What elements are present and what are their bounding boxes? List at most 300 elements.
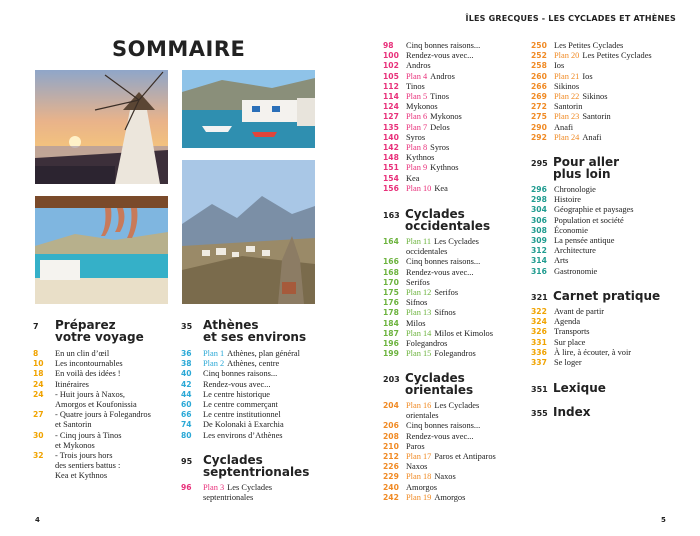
toc-entry — [383, 143, 523, 153]
section-title-line2: occidentales — [405, 219, 491, 233]
toc-page-number: 166 — [383, 257, 399, 267]
toc-entry — [383, 339, 523, 349]
toc-entry — [531, 112, 681, 122]
toc-entry-text: Histoire — [554, 195, 581, 205]
toc-entry-text: Les Petites Cyclades — [554, 41, 624, 50]
toc-entry — [181, 410, 321, 420]
toc-page-number: 24 — [33, 389, 44, 399]
section-number: 163 — [383, 211, 400, 220]
toc-entry-text: En voilà des idées ! — [55, 369, 121, 379]
section-title-line1: Cyclades — [203, 453, 263, 467]
toc-page-number: 331 — [531, 337, 547, 347]
toc-page-number: 10 — [33, 359, 44, 369]
toc-entry-text: Ios — [554, 61, 565, 71]
toc-page-number: 38 — [181, 359, 192, 369]
toc-page-number: 32 — [33, 451, 44, 461]
toc-entry — [383, 308, 523, 318]
toc-page-number: 30 — [33, 430, 44, 440]
toc-entry — [383, 133, 523, 143]
toc-entry-text: Naxos — [434, 472, 456, 482]
section-number: 95 — [181, 457, 193, 466]
toc-entry-text: Les incontournables — [55, 359, 123, 369]
toc-page-number: 208 — [383, 431, 399, 441]
toc-entry-text: Milos — [406, 318, 426, 328]
toc-entry-text: Folegandros — [406, 339, 448, 349]
section-title-line2: orientales — [405, 383, 474, 397]
toc-entry — [33, 400, 173, 410]
toc-entry — [383, 237, 523, 247]
toc-entry-text: - Trois jours hors — [55, 451, 113, 461]
toc-entry-text: Les environs d’Athènes — [203, 430, 283, 440]
toc-page-number: 250 — [531, 41, 547, 50]
toc-entry-text: Kea — [406, 173, 420, 183]
section-title-line2: et ses environs — [203, 330, 307, 344]
toc-plan-label: Plan 23 — [554, 112, 580, 122]
toc-plan-label: Plan 15 — [406, 349, 432, 359]
toc-entry-text: Chronologie — [554, 185, 596, 194]
toc-entry-text: Naxos — [406, 462, 428, 472]
toc-entry-text: Sikinos — [582, 92, 608, 102]
toc-entry — [531, 267, 681, 277]
toc-entry — [383, 123, 523, 133]
toc-entry — [181, 483, 321, 493]
toc-page-number: 8 — [33, 349, 39, 358]
toc-entry — [383, 319, 523, 329]
toc-entry — [383, 268, 523, 278]
toc-entry-text: - Huit jours à Naxos, — [55, 389, 126, 399]
toc-page-number: 80 — [181, 430, 192, 440]
toc-page-number — [383, 411, 406, 421]
toc-list-orientales — [383, 401, 523, 503]
toc-entry — [181, 420, 321, 430]
toc-plan-label: Plan 13 — [406, 308, 432, 318]
toc-entry — [181, 369, 321, 379]
toc-entry — [383, 329, 523, 339]
toc-entry — [531, 358, 681, 368]
toc-entry-text: Sikinos — [554, 81, 580, 91]
toc-page-number: 240 — [383, 482, 399, 492]
toc-entry — [33, 369, 173, 379]
toc-page-number: 100 — [383, 51, 399, 61]
toc-entry-text: Milos et Kimolos — [434, 328, 493, 338]
section-number: 35 — [181, 322, 193, 331]
section-number: 355 — [531, 409, 548, 418]
toc-entry-text: Mykonos — [406, 102, 438, 112]
toc-page-number: 98 — [383, 41, 394, 50]
toc-entry — [383, 184, 523, 194]
toc-page-number: 42 — [181, 379, 192, 389]
toc-entry — [531, 72, 681, 82]
toc-page-number: 142 — [383, 143, 399, 153]
toc-entry — [531, 61, 681, 71]
toc-entry-text: Arts — [554, 256, 569, 266]
section-number: 321 — [531, 293, 548, 302]
toc-entry-text: À lire, à écouter, à voir — [554, 347, 632, 357]
toc-entry-text: Ios — [582, 71, 593, 81]
toc-page-number: 140 — [383, 132, 399, 142]
beach-octopus-photo — [35, 196, 168, 304]
toc-entry — [383, 452, 523, 462]
toc-entry-text: occidentales — [406, 247, 448, 257]
toc-plan-label: Plan 20 — [554, 51, 580, 61]
toc-page-number: 304 — [531, 205, 547, 215]
toc-page-number: 242 — [383, 492, 399, 502]
toc-entry-text: Athènes, centre — [227, 359, 280, 369]
toc-entry — [383, 349, 523, 359]
toc-page-number: 312 — [531, 246, 547, 256]
toc-entry-text: Paros et Antiparos — [434, 452, 496, 462]
toc-page-number: 296 — [531, 185, 547, 194]
section-number: 295 — [531, 159, 548, 168]
toc-page-number: 196 — [383, 339, 399, 349]
toc-entry-text: Amorgos et Koufonissia — [55, 400, 137, 410]
toc-page-number: 40 — [181, 369, 192, 379]
toc-page-number: 148 — [383, 153, 399, 163]
toc-entry-text: Se loger — [554, 358, 582, 368]
toc-entry — [33, 471, 173, 481]
toc-entry-text: Gastronomie — [554, 266, 598, 276]
toc-entry — [531, 246, 681, 256]
toc-entry-text: En un clin d’œil — [55, 349, 110, 358]
toc-list-athenes — [181, 349, 321, 441]
toc-entry-text: Économie — [554, 225, 588, 235]
toc-entry-text: La pensée antique — [554, 236, 615, 246]
toc-entry-text: Cinq bonnes raisons... — [203, 369, 278, 379]
toc-entry — [33, 420, 173, 430]
toc-entry-text: des sentiers battus : — [55, 461, 121, 471]
toc-page-number: 170 — [383, 277, 399, 287]
toc-page-number — [383, 247, 406, 257]
toc-page-number: 164 — [383, 237, 399, 246]
toc-entry-text: Architecture — [554, 246, 596, 256]
toc-entry — [531, 236, 681, 246]
toc-entry — [531, 348, 681, 358]
toc-plan-label: Plan 11 — [406, 237, 432, 246]
running-head: ÎLES GRECQUES - LES CYCLADES ET ATHÈNES — [465, 14, 676, 23]
toc-entry — [33, 461, 173, 471]
toc-page-number: 168 — [383, 267, 399, 277]
toc-page-number: 298 — [531, 195, 547, 205]
section-occidentales — [383, 208, 523, 232]
toc-page-number: 154 — [383, 173, 399, 183]
toc-page-number: 66 — [181, 410, 192, 420]
toc-entry — [531, 327, 681, 337]
mountain-village-photo — [182, 160, 315, 304]
toc-list-column3 — [383, 41, 523, 194]
toc-page-number — [33, 400, 55, 410]
toc-plan-label: Plan 12 — [406, 288, 432, 298]
toc-page-number: 326 — [531, 327, 547, 337]
toc-entry-text: Agenda — [554, 317, 581, 327]
toc-page-number: 44 — [181, 389, 192, 399]
toc-entry-text: Cinq bonnes raisons... — [406, 41, 481, 50]
toc-page-number: 60 — [181, 400, 192, 410]
toc-page-number: 204 — [383, 401, 399, 410]
section-number: 203 — [383, 375, 400, 384]
toc-page-number: 290 — [531, 122, 547, 132]
toc-page-number: 316 — [531, 266, 547, 276]
toc-plan-label: Plan 17 — [406, 452, 432, 462]
toc-plan-label: Plan 18 — [406, 472, 432, 482]
toc-page-number: 324 — [531, 317, 547, 327]
page-number-right: 5 — [661, 516, 666, 524]
toc-page-number: 275 — [531, 112, 547, 122]
toc-entry — [383, 257, 523, 267]
toc-entry — [383, 472, 523, 482]
toc-entry — [33, 431, 173, 441]
toc-entry-text: Tinos — [430, 92, 449, 102]
toc-plan-label: Plan 5 — [406, 92, 428, 102]
toc-page-number — [33, 420, 55, 430]
toc-entry-text: et Santorin — [55, 420, 92, 430]
toc-entry — [531, 226, 681, 236]
section-number: 351 — [531, 385, 548, 394]
toc-entry — [383, 51, 523, 61]
toc-page-number: 212 — [383, 452, 399, 462]
toc-list-plus-loin — [531, 185, 681, 277]
toc-entry-text: Andros — [430, 71, 455, 81]
toc-page-number: 206 — [383, 421, 399, 431]
toc-page-number: 184 — [383, 318, 399, 328]
toc-entry-text: Cinq bonnes raisons... — [406, 421, 481, 431]
toc-plan-label: Plan 3 — [203, 483, 225, 492]
toc-entry — [181, 400, 321, 410]
toc-entry-text: et Mykonos — [55, 440, 95, 450]
toc-entry-text: Athènes, plan général — [227, 349, 300, 358]
toc-entry — [33, 451, 173, 461]
toc-entry-text: Paros — [406, 441, 425, 451]
toc-page-number: 199 — [383, 349, 399, 359]
toc-page-number: 269 — [531, 92, 547, 102]
toc-plan-label: Plan 1 — [203, 349, 225, 358]
toc-plan-label: Plan 21 — [554, 71, 580, 81]
toc-entry — [531, 216, 681, 226]
toc-plan-label: Plan 6 — [406, 112, 428, 122]
toc-entry-text: Rendez-vous avec... — [406, 51, 474, 61]
toc-entry — [181, 359, 321, 369]
toc-entry-text: Les Cyclades — [227, 483, 273, 492]
toc-entry — [531, 195, 681, 205]
toc-page-number: 336 — [531, 347, 547, 357]
toc-page-number: 176 — [383, 298, 399, 308]
toc-entry — [383, 442, 523, 452]
toc-entry — [33, 380, 173, 390]
toc-page-number: 18 — [33, 369, 44, 379]
toc-entry-text: Mykonos — [430, 112, 462, 122]
toc-entry-text: Itinéraires — [55, 379, 89, 389]
toc-entry — [181, 493, 321, 503]
toc-page-number: 127 — [383, 112, 399, 122]
toc-entry-text: orientales — [406, 411, 439, 421]
toc-entry — [181, 431, 321, 441]
toc-page-number: 74 — [181, 420, 192, 430]
toc-entry — [531, 307, 681, 317]
toc-page-number: 124 — [383, 102, 399, 112]
toc-entry-text: Santorin — [554, 102, 583, 112]
toc-entry-text: Anafi — [582, 132, 602, 142]
toc-entry-text: Kea — [434, 183, 448, 193]
toc-page-number: 156 — [383, 183, 399, 193]
toc-page-number: 135 — [383, 122, 399, 132]
toc-entry-text: Le centre commerçant — [203, 400, 278, 410]
section-title-line1: Athènes — [203, 318, 259, 332]
toc-list-septentrionales — [181, 483, 321, 503]
toc-plan-label: Plan 8 — [406, 143, 428, 153]
toc-entry — [531, 205, 681, 215]
toc-page-number — [33, 461, 55, 471]
toc-entry — [383, 92, 523, 102]
toc-entry-text: Cinq bonnes raisons... — [406, 257, 481, 267]
toc-entry-text: Serifos — [406, 277, 430, 287]
page-number-left: 4 — [35, 516, 40, 524]
toc-page-number: 27 — [33, 410, 44, 420]
section-carnet — [531, 290, 681, 302]
toc-entry-text: Population et société — [554, 215, 624, 225]
section-title-line1: Cyclades — [405, 371, 465, 385]
toc-entry — [383, 82, 523, 92]
toc-entry — [33, 349, 173, 359]
toc-entry-text: Anafi — [554, 122, 574, 132]
section-index — [531, 406, 681, 418]
toc-entry-text: De Kolonaki à Exarchia — [203, 420, 284, 430]
toc-list-preparez — [33, 349, 173, 482]
toc-entry-text: - Quatre jours à Folegandros — [55, 410, 151, 420]
section-title-line1: Cyclades — [405, 207, 465, 221]
section-title: Index — [553, 405, 591, 419]
toc-page-number: 337 — [531, 358, 547, 368]
toc-entry-text: Sifnos — [406, 298, 428, 308]
toc-entry — [383, 41, 523, 51]
toc-page-number — [33, 441, 55, 451]
section-number: 7 — [33, 322, 39, 331]
toc-entry — [531, 102, 681, 112]
toc-entry-text: Andros — [406, 61, 431, 71]
toc-list-occidentales — [383, 237, 523, 359]
toc-entry — [383, 462, 523, 472]
toc-entry — [531, 92, 681, 102]
toc-entry — [33, 410, 173, 420]
toc-entry-text: Santorin — [582, 112, 611, 122]
section-orientales — [383, 372, 523, 396]
section-septentrionales — [181, 454, 321, 478]
toc-entry-text: Tinos — [406, 81, 425, 91]
toc-entry-text: Rendez-vous avec... — [406, 267, 474, 277]
toc-entry — [383, 72, 523, 82]
toc-page-number: 226 — [383, 462, 399, 472]
toc-plan-label: Plan 4 — [406, 71, 428, 81]
toc-page-number: 36 — [181, 349, 192, 358]
toc-entry — [531, 338, 681, 348]
toc-entry — [531, 317, 681, 327]
toc-plan-label: Plan 7 — [406, 122, 428, 132]
toc-page-number — [181, 493, 203, 503]
toc-plan-label: Plan 10 — [406, 183, 432, 193]
toc-entry — [383, 421, 523, 431]
toc-entry-text: Serifos — [434, 288, 459, 298]
section-title: Lexique — [553, 381, 606, 395]
toc-entry — [383, 112, 523, 122]
toc-page-number: 105 — [383, 71, 399, 81]
toc-entry-text: Amorgos — [434, 492, 466, 502]
toc-entry — [383, 432, 523, 442]
section-title: Carnet pratique — [553, 289, 661, 303]
toc-entry-text: Rendez-vous avec... — [406, 431, 474, 441]
toc-plan-label: Plan 22 — [554, 92, 580, 102]
toc-page-number: 314 — [531, 256, 547, 266]
toc-entry — [181, 390, 321, 400]
section-lexique — [531, 382, 681, 394]
toc-page-number: 258 — [531, 61, 547, 71]
toc-plan-label: Plan 2 — [203, 359, 225, 369]
toc-page-number: 175 — [383, 288, 399, 298]
toc-entry-text: septentrionales — [203, 493, 254, 503]
toc-entry-text: Syros — [430, 143, 450, 153]
toc-page-number: 187 — [383, 328, 399, 338]
toc-entry-text: Syros — [406, 132, 426, 142]
toc-page-number: 308 — [531, 225, 547, 235]
toc-page-number: 306 — [531, 215, 547, 225]
toc-entry — [383, 483, 523, 493]
toc-entry-text: Le centre historique — [203, 389, 270, 399]
toc-entry — [383, 493, 523, 503]
toc-entry — [33, 359, 173, 369]
toc-entry — [383, 288, 523, 298]
toc-entry-text: Les Cyclades — [434, 237, 479, 246]
toc-page-number: 266 — [531, 81, 547, 91]
toc-entry — [383, 278, 523, 288]
section-athenes — [181, 319, 321, 343]
toc-entry-text: Kythnos — [430, 163, 459, 173]
section-title-line1: Pour aller — [553, 155, 620, 169]
toc-page-number: 114 — [383, 92, 399, 102]
toc-entry-text: Avant de partir — [554, 307, 605, 316]
toc-entry — [33, 390, 173, 400]
toc-entry — [383, 401, 523, 411]
toc-page-number: 151 — [383, 163, 399, 173]
toc-page-number: 252 — [531, 51, 547, 61]
toc-entry — [531, 41, 681, 51]
toc-entry-text: Sur place — [554, 337, 586, 347]
section-preparez — [33, 319, 173, 343]
toc-entry-text: Delos — [430, 122, 450, 132]
toc-entry — [383, 247, 523, 257]
toc-entry — [383, 163, 523, 173]
toc-entry-text: Les Petites Cyclades — [582, 51, 652, 61]
toc-entry — [181, 380, 321, 390]
toc-plan-label: Plan 14 — [406, 328, 432, 338]
toc-page-number: 102 — [383, 61, 399, 71]
section-title-line1: Préparez — [55, 318, 116, 332]
toc-page-number: 292 — [531, 132, 547, 142]
toc-entry-text: Les Cyclades — [434, 401, 480, 410]
toc-page-number: 112 — [383, 81, 399, 91]
toc-entry-text: Géographie et paysages — [554, 205, 634, 215]
toc-entry — [383, 153, 523, 163]
toc-entry — [531, 256, 681, 266]
toc-entry-text: Le centre institutionnel — [203, 410, 281, 420]
toc-entry — [383, 298, 523, 308]
section-title-line2: septentrionales — [203, 465, 310, 479]
windmill-sunset-photo — [35, 70, 168, 184]
toc-page-number: 96 — [181, 483, 192, 492]
toc-plan-label: Plan 24 — [554, 132, 580, 142]
toc-entry — [383, 102, 523, 112]
toc-page-number: 309 — [531, 236, 547, 246]
toc-entry-text: Sifnos — [434, 308, 456, 318]
toc-page-number: 24 — [33, 379, 44, 389]
section-title-line2: votre voyage — [55, 330, 144, 344]
toc-entry — [383, 174, 523, 184]
